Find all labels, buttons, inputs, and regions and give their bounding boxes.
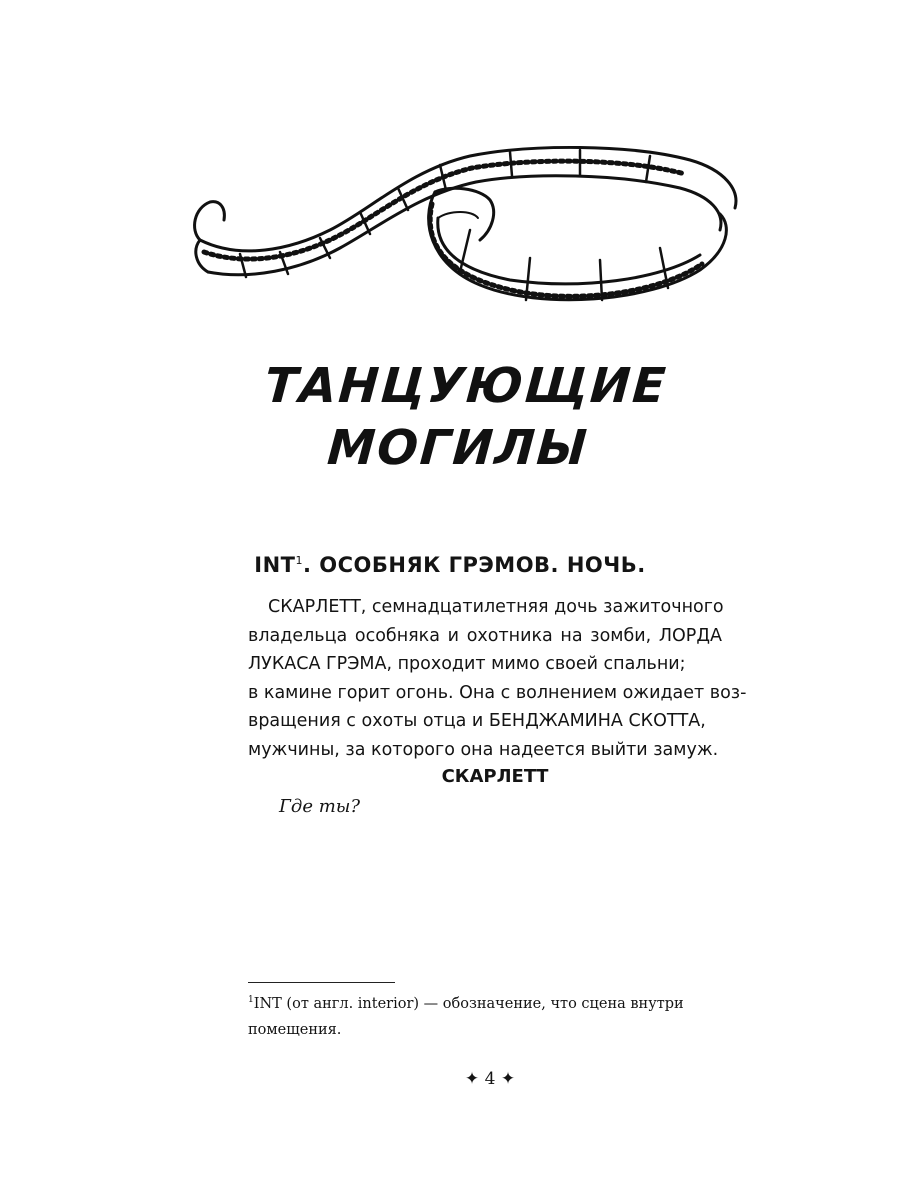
page-number-block (0, 1069, 900, 1089)
star-ornament-icon: ✦ (500, 1069, 516, 1089)
star-ornament-icon: ✦ (464, 1069, 480, 1089)
film-strip-illustration (180, 130, 750, 330)
scene-heading (0, 553, 900, 577)
action-paragraph (248, 593, 747, 764)
scene-heading-text: . ОСОБНЯК ГРЭМОВ. НОЧЬ. (302, 553, 646, 577)
footnote-divider (248, 982, 395, 983)
footnote-text-line-2: помещения. (248, 1021, 342, 1038)
action-line: владельца особняка и охотника на зомби, ЛОРДА (248, 625, 722, 646)
footnote-reference: 1 (295, 554, 303, 567)
action-line: СКАРЛЕТТ, семнадцатилетняя дочь зажиточного (268, 597, 724, 617)
chapter-title-line-2: МОГИЛЫ (325, 420, 591, 476)
footnote-number: 1 (248, 995, 254, 1005)
action-line: вращения с охоты отца и БЕНДЖАМИНА СКОТТА, (248, 711, 706, 731)
footnote (248, 987, 728, 1043)
action-line: в камине горит огонь. Она с волнением ожидает воз- (248, 682, 747, 703)
page-number: 4 (484, 1069, 496, 1089)
action-line: мужчины, за которого она надеется выйти замуж. (248, 739, 719, 760)
footnote-text-line-1: INT (от англ. interior) — обозначение, что сцена внутри (253, 995, 684, 1012)
action-line: ЛУКАСА ГРЭМА, проходит мимо своей спальни; (248, 654, 686, 674)
character-name: СКАРЛЕТТ (441, 766, 549, 787)
dialogue-line: Где ты? (279, 796, 361, 817)
scene-heading-prefix: INT (254, 553, 296, 577)
chapter-title-line-1: ТАНЦУЮЩИЕ (262, 358, 670, 414)
